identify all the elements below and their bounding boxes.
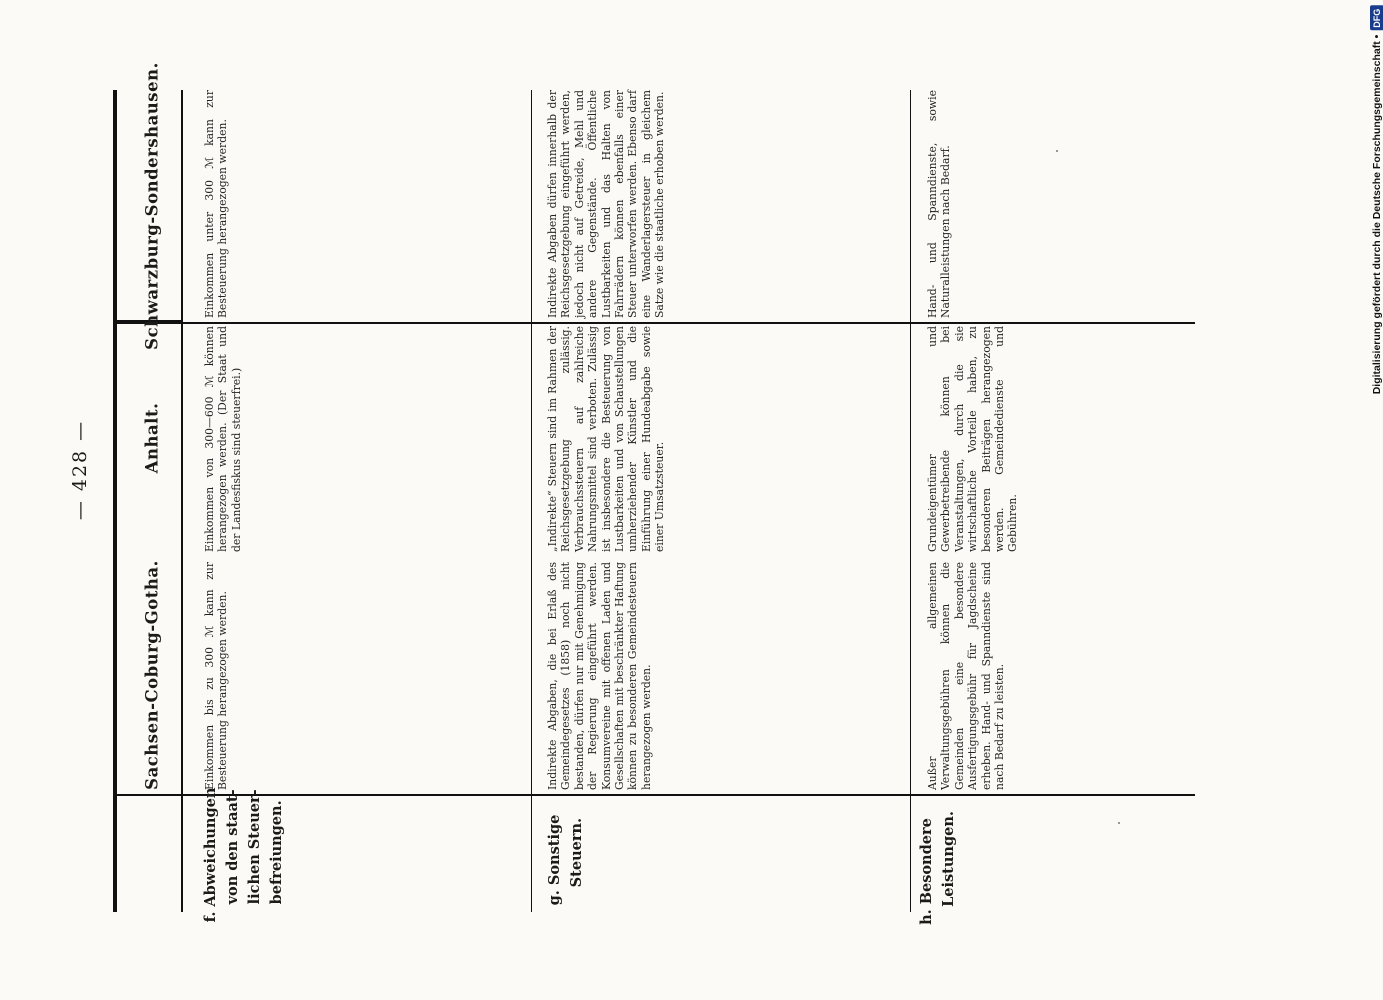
scan-speck [1118,822,1120,824]
cell-text: Einkommen bis zu 300 ℳ kann zur Besteuerung herangezogen werden. [203,562,230,790]
row-label-line: Steuern. [568,817,585,888]
column-header-schwarzburg: Schwarzburg-Sondershausen. [142,62,162,350]
cell-f-anhalt [203,326,243,552]
scan-speck [1056,150,1058,152]
dfg-logo-icon: DFG [1370,6,1383,31]
cell-text: Indirekte Abgaben, die bei Erlaß des Gemeindegesetzes (1858) noch nicht bestanden, dürfen nur mit Genehmigung der Regierung eingeführt werden. Konsumvereine mit offenen Laden und Gesellschaften mit beschränkter Haftung können zu besonderen Gemeindesteuern herangezogen werden. [546,562,653,790]
dfg-credit [1370,6,1383,395]
dfg-credit-text: Digitalisierung gefördert durch die Deutsche Forschungsgemeinschaft • [1371,34,1383,395]
cell-text: Hand- und Spanndienste, sowie Naturalleistungen nach Bedarf. [926,90,953,318]
cell-text: „Indirekte“ Steuern sind im Rahmen der Reichsgesetzgebung zulässig. Verbrauchssteuern auf zahlreiche Nahrungsmittel sind verboten. Zulässig ist insbesondere die Besteuerung von Lustbarkeiten und von Schaustellungen umherziehender Künstler und die Einführung einer Hundeabgabe sowie einer Umsatzsteuer. [546,326,667,552]
column-rule-2 [117,322,1195,324]
cell-h-schwarzburg [926,90,953,318]
row-label-g [544,815,588,906]
cell-text: Außer allgemeinen Verwaltungsgebühren können die Gemeinden eine besondere Ausfertigungsgebühr für Jagdscheine erheben. Hand- und Spanndienste sind nach Bedarf zu leisten. [926,562,1007,790]
cell-f-schwarzburg [203,90,230,318]
row-label-line: befreiungen. [268,800,285,905]
row-label-f [200,788,288,923]
cell-h-sachsen [926,562,1006,790]
row-label-line: h. Besondere [918,818,935,925]
row-label-line: Leistungen. [940,811,957,907]
cell-text: Einkommen von 300—600 ℳ können herangezogen werden. (Der Staat und der Landesfiskus sind steuerfrei.) [203,326,243,552]
column-header-anhalt: Anhalt. [142,402,162,474]
row-label-line: lichen Steuer- [246,789,263,905]
page-number: — 428 — [69,419,91,521]
header-divider [181,90,183,912]
row-divider-1 [531,90,532,912]
row-label-line: von den staat- [224,789,241,905]
table-border-left [113,90,117,912]
row-label-line: g. Sonstige [546,814,563,906]
cell-text: Grundeigentümer und Gewerbetreibende können bei Veranstaltungen, durch die sie wirtschaftliche Vorteile haben, zu besonderen Beiträgen herangezogen werden. Gemeindedienste und Gebühren. [926,326,1020,552]
cell-g-anhalt [546,326,667,552]
column-header-sachsen: Sachsen-Coburg-Gotha. [142,560,162,790]
row-label-h [916,811,960,925]
cell-g-sachsen [546,562,653,790]
cell-text: Indirekte Abgaben dürfen innerhalb der Reichsgesetzgebung eingeführt werden, jedoch nicht auf Getreide, Mehl und andere Gegenstände. Öffentliche Lustbarkeiten und das Halten von Fahrrädern können ebenfalls einer Steuer unterworfen werden. Ebenso darf eine Wanderlagersteuer in gleichem Satze wie die staatliche erhoben werden. [546,90,667,318]
cell-g-schwarzburg [546,90,667,318]
cell-text: Einkommen unter 300 ℳ kann zur Besteuerung herangezogen werden. [203,90,230,318]
row-divider-2 [910,90,911,912]
cell-f-sachsen [203,562,230,790]
row-label-line: f. Abweichungen [202,787,219,923]
cell-h-anhalt [926,326,1020,552]
